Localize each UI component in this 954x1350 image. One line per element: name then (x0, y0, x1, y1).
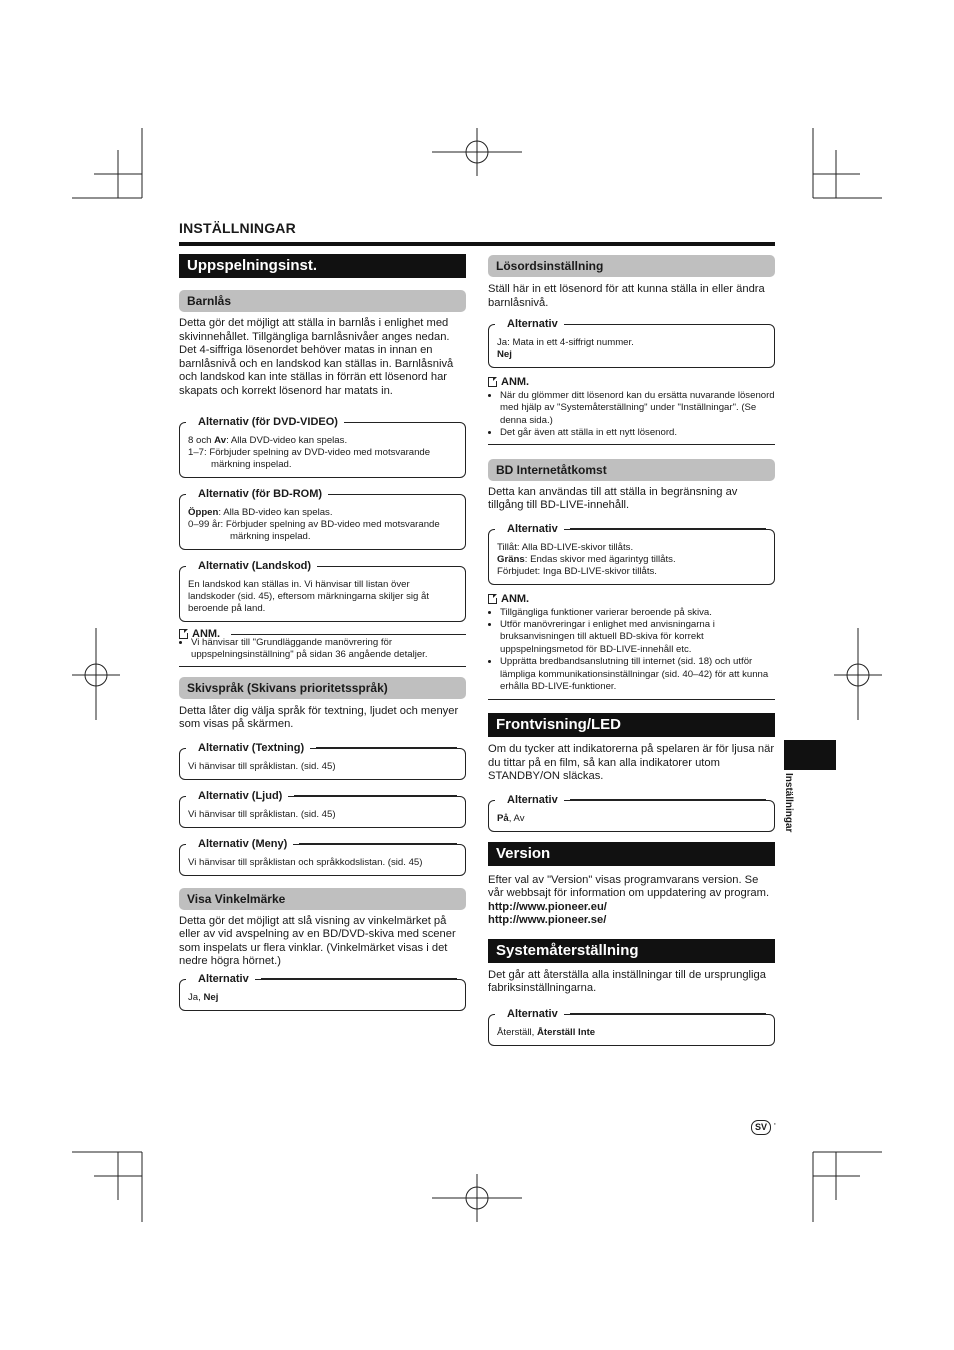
language-badge: SV (751, 1120, 771, 1135)
bd-options-title: Alternativ (495, 522, 564, 536)
frontvisning-options (488, 793, 775, 832)
meny-text: Vi hänvisar till språklistan och språkkodslistan. (sid. 45) (188, 856, 423, 868)
note-item: • När du glömmer ditt lösenord kan du ersätta nuvarande lösenord med hjälp av "Systemåterställning" under "Inställningar". (Se denna sida.) (500, 390, 775, 427)
bd-option-2: Gräns: Endas skivor med ägarintyg tillåts. (497, 553, 676, 565)
meny-options (179, 837, 466, 876)
textning-options-title: Alternativ (Textning) (186, 741, 310, 755)
losen-options (488, 318, 775, 368)
version-text: Efter val av "Version" visas programvarans version. Se vår webbsajt för information om uppdatering av program. (488, 873, 770, 900)
barnlas-dvd-options (179, 416, 466, 478)
bd-text: Detta kan användas till att ställa in begränsning av tillgång till BD-LIVE-innehåll. (488, 485, 738, 512)
bd-note-list (488, 607, 775, 694)
note-icon (488, 377, 497, 387)
ljud-text: Vi hänvisar till språklistan. (sid. 45) (188, 808, 336, 820)
landskod-options (179, 560, 466, 622)
vinkel-text: Detta gör det möjligt att slå visning av vinkelmärket på eller av vid avspelning av en BD/DVD-skiva med scener som inspelats ur flera vinklar. (Vinkelmärket visas i det nedre högra hörnet.) (179, 914, 456, 968)
uppspelningsinst-heading: Uppspelningsinst. (179, 254, 466, 278)
systematerstallning-options (488, 1007, 775, 1046)
systematerstallning-heading: Systemåterställning (488, 939, 775, 963)
textning-options (179, 741, 466, 780)
ljud-options (179, 789, 466, 828)
page-number-dot: · (773, 1118, 777, 1130)
systematerstallning-text: Det går att återställa alla inställningar till de ursprungliga fabriksinställningarna. (488, 968, 766, 995)
barnlas-note-heading: ANM. (179, 628, 466, 640)
barnlas-note-list (179, 637, 466, 662)
barnlas-heading: Barnlås (179, 290, 466, 312)
meny-options-title: Alternativ (Meny) (186, 837, 293, 851)
right-column (488, 254, 775, 1046)
note-icon (488, 594, 497, 604)
losen-option-1: Ja: Mata in ett 4-siffrigt nummer. (497, 337, 634, 348)
skivsprak-text: Detta låter dig välja språk för textning, ljudet och menyer som visas på skärmen. (179, 704, 459, 731)
systematerstallning-options-title: Alternativ (495, 1007, 564, 1021)
bd-note-heading: ANM. (488, 593, 775, 605)
losen-note-heading: ANM. (488, 376, 775, 388)
note-item: • Vi hänvisar till "Grundläggande manövrering för uppspelningsinställning" på sidan 36 angående detaljer. (191, 637, 466, 662)
bd-option-1: Öppen: Alla BD-video kan spelas. (188, 507, 333, 518)
section-heading: INSTÄLLNINGAR (179, 220, 296, 236)
pioneer-se-link[interactable]: http://www.pioneer.se/ (488, 914, 607, 927)
bd-option-2: 0–99 år: Förbjuder spelning av BD-video med motsvarande märkning inspelad. (188, 519, 440, 542)
frontvisning-heading: Frontvisning/LED (488, 713, 775, 737)
landskod-text: En landskod kan ställas in. Vi hänvisar till listan över landskoder (sid. 45), eftersom märkningarna skiljer sig åt beroende på land. (188, 579, 430, 614)
barnlas-text: Detta gör det möjligt att ställa in barnlås i enlighet med skivinnehållet. Tillgängliga barnlåsnivåer anges nedan. Det 4-siffriga lösenordet behöver matas in innan en barnlåsnivå och en landskod kan ställas in. Barnlåsnivå och landskod kan inte ställas in förrän ett lösenord har skapats och korrekt lösenord har matats in. (179, 317, 454, 397)
dvd-option-1: 8 och Av: Alla DVD-video kan spelas. (188, 435, 348, 446)
pioneer-eu-link[interactable]: http://www.pioneer.eu/ (488, 900, 607, 913)
bd-option-1: Tillåt: Alla BD-LIVE-skivor tillåts. (497, 541, 634, 553)
note-item: • Utför manövreringar i enlighet med anvisningarna i bruksanvisningen till aktuell BD-skiva för korrekt uppspelningsmetod för BD-LIVE-innehåll etc. (500, 619, 775, 656)
losen-options-title: Alternativ (495, 317, 564, 331)
vinkel-options (179, 972, 466, 1011)
left-column (179, 254, 466, 1011)
dvd-options-title: Alternativ (för DVD-VIDEO) (186, 415, 344, 429)
frontvisning-option: På, Av (497, 812, 525, 824)
vinkel-option: Ja, Nej (188, 991, 219, 1003)
skivsprak-heading: Skivspråk (Skivans prioritetsspråk) (179, 677, 466, 699)
note-icon (179, 629, 188, 639)
dvd-option-2: 1–7: Förbjuder spelning av DVD-video med motsvarande märkning inspelad. (188, 447, 431, 470)
losen-option-2: Nej (497, 349, 512, 360)
vinkel-options-title: Alternativ (186, 972, 255, 986)
bd-heading: BD Internetåtkomst (488, 459, 775, 481)
frontvisning-text: Om du tycker att indikatorerna på spelaren är för ljusa när du tittar på en film, så kan alla indikatorer utom STANDBY/ON släckas. (488, 743, 775, 783)
note-item: • Tillgängliga funktioner varierar beroende på skiva. (500, 607, 775, 619)
heading-rule (179, 242, 775, 246)
bd-options (488, 522, 775, 585)
losen-text: Ställ här in ett lösenord för att kunna ställa in eller ändra barnlåsnivå. (488, 283, 765, 309)
chapter-side-label: Inställningar (783, 773, 794, 833)
systematerstallning-option: Återställ, Återställ Inte (497, 1026, 596, 1038)
note-item: • Upprätta bredbandsanslutning till internet (sid. 18) och utför lämpliga kommunikationsinställningar (sid. 40–42) för att kunna erhålla BD-LIVE-funktioner. (500, 656, 775, 693)
losen-note-list (488, 390, 775, 440)
vinkel-heading: Visa Vinkelmärke (179, 888, 466, 910)
bd-options-title: Alternativ (för BD-ROM) (186, 487, 328, 501)
version-heading: Version (488, 842, 775, 866)
note-item: • Det går även att ställa in ett nytt lösenord. (500, 427, 775, 439)
frontvisning-options-title: Alternativ (495, 793, 564, 807)
ljud-options-title: Alternativ (Ljud) (186, 789, 288, 803)
chapter-tab (784, 740, 836, 770)
barnlas-bd-options (179, 488, 466, 550)
landskod-options-title: Alternativ (Landskod) (186, 559, 317, 573)
textning-text: Vi hänvisar till språklistan. (sid. 45) (188, 760, 336, 772)
losen-heading: Lösordsinställning (488, 255, 775, 277)
bd-option-3: Förbjudet: Inga BD-LIVE-skivor tillåts. (497, 565, 657, 577)
